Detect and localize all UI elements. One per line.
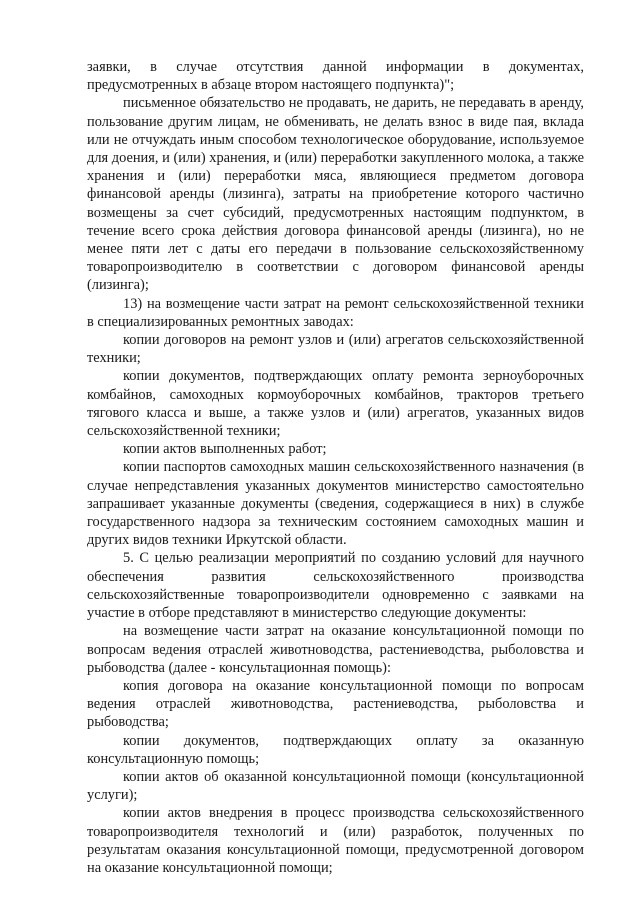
paragraph-1: заявки, в случае отсутствия данной информации в документах, предусмотренных в абзаце втором настоящего подпункта)"; bbox=[87, 59, 584, 94]
paragraph-12: копии актов об оказанной консультационной помощи (консультационной услуги); bbox=[87, 768, 584, 804]
paragraph-11: копии документов, подтверждающих оплату за оказанную консультационную помощь; bbox=[87, 732, 584, 767]
paragraph-10: копия договора на оказание консультационной помощи по вопросам ведения отраслей животноводства, растениеводства, рыболовства и рыбоводства; bbox=[87, 677, 584, 731]
paragraph-4: копии договоров на ремонт узлов и (или) агрегатов сельскохозяйственной техники; bbox=[87, 332, 584, 367]
paragraph-5: копии документов, подтверждающих оплату ремонта зерноуборочных комбайнов, самоходных кормоуборочных комбайнов, тракторов третьего тягового класса и выше, а также узлов и (или) агрегатов, указанных видов сельскохозяйственной техники; bbox=[87, 368, 584, 440]
paragraph-7: копии паспортов самоходных машин сельскохозяйственного назначения (в случае непредставления указанных документов министерство самостоятельно запрашивает указанные документы (сведения, содержащиеся в них) в службе государственного надзора за техническим состоянием самоходных машин и других видов техники Иркутской области. bbox=[87, 459, 584, 549]
document-body bbox=[87, 58, 584, 877]
paragraph-8: 5. С целью реализации мероприятий по созданию условий для научного обеспечения развития сельскохозяйственного производства сельскохозяйственные товаропроизводители одновременно с заявками на участие в отборе представляют в министерство следующие документы: bbox=[87, 550, 584, 622]
paragraph-3: 13) на возмещение части затрат на ремонт сельскохозяйственной техники в специализированных ремонтных заводах: bbox=[87, 295, 584, 330]
paragraph-6: копии актов выполненных работ; bbox=[123, 441, 327, 458]
paragraph-2: письменное обязательство не продавать, не дарить, не передавать в аренду, пользование другим лицам, не обменивать, не делать взнос в виде пая, вклада или не отчуждать иным способом технологическое оборудование, используемое для доения, и (или) хранения, и (или) переработки закупленного молока, а также хранения и (или) переработки мяса, являющиеся предметом договора финансовой аренды (лизинга), затраты на приобретение которого частично возмещены за счет субсидий, предусмотренных настоящим подпунктом, в течение всего срока действия договора финансовой аренды (лизинга), но не менее пяти лет с даты его передачи в пользование сельскохозяйственному товаропроизводителю в соответствии с договором финансовой аренды (лизинга); bbox=[87, 95, 584, 294]
paragraph-9: на возмещение части затрат на оказание консультационной помощи по вопросам ведения отраслей животноводства, растениеводства, рыболовства и рыбоводства (далее - консультационная помощь): bbox=[87, 623, 584, 676]
paragraph-13: копии актов внедрения в процесс производства сельскохозяйственного товаропроизводителя технологий и (или) разработок, полученных по результатам оказания консультационной помощи, предусмотренной договором на оказание консультационной помощи; bbox=[87, 805, 584, 876]
